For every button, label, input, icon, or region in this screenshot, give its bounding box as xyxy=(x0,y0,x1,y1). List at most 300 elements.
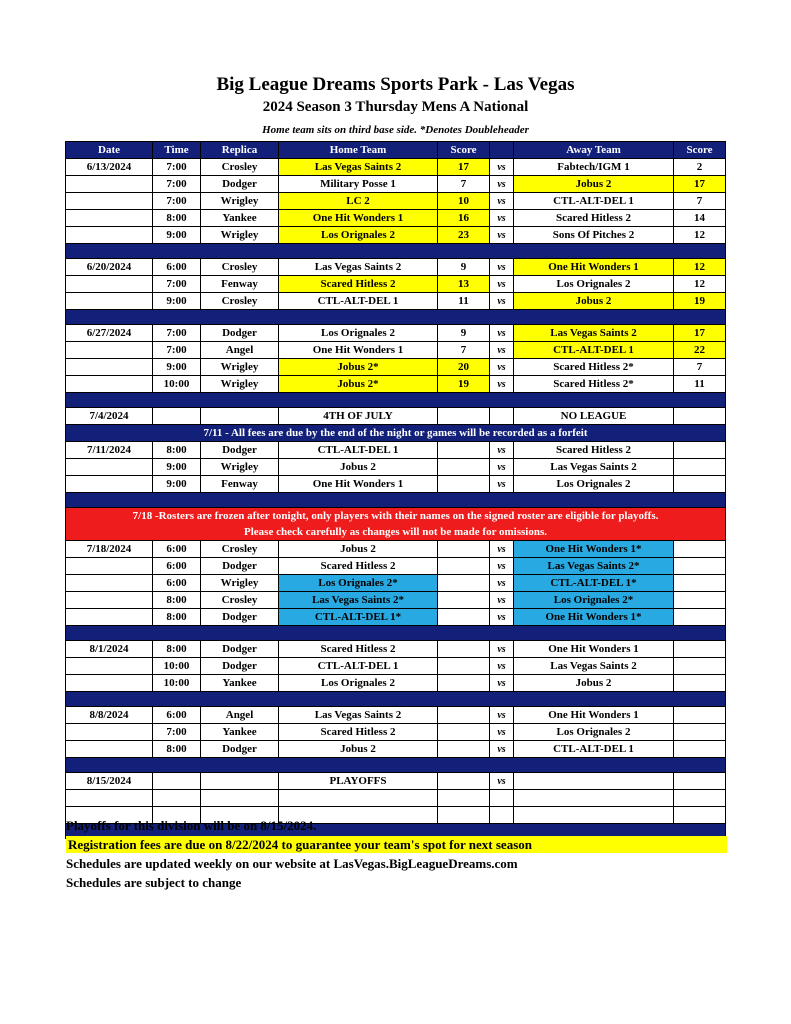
cell-date xyxy=(66,609,153,626)
cell-date xyxy=(66,575,153,592)
cell-home-team: Jobus 2* xyxy=(279,359,438,376)
cell-away-score xyxy=(674,592,726,609)
separator-row xyxy=(66,692,726,707)
cell-date: 7/4/2024 xyxy=(66,408,153,425)
cell-home-team: Los Orignales 2 xyxy=(279,325,438,342)
cell-vs: vs xyxy=(490,675,514,692)
cell-away-team: NO LEAGUE xyxy=(514,408,674,425)
cell-away-score: 22 xyxy=(674,342,726,359)
cell-home-score: 23 xyxy=(438,227,490,244)
cell-date xyxy=(66,376,153,393)
cell-replica: Dodger xyxy=(201,442,279,459)
cell-home-team: Jobus 2 xyxy=(279,541,438,558)
table-row xyxy=(66,575,726,592)
notice-text: Please check carefully as changes will not be made for omissions. xyxy=(66,524,726,541)
cell-away-score xyxy=(674,658,726,675)
cell-time xyxy=(153,408,201,425)
separator-cell xyxy=(66,310,726,325)
cell-away-team: Los Orignales 2 xyxy=(514,276,674,293)
cell-replica xyxy=(201,408,279,425)
cell-home-score xyxy=(438,675,490,692)
cell-replica: Crosley xyxy=(201,592,279,609)
col-header-date: Date xyxy=(66,142,153,159)
cell-time: 9:00 xyxy=(153,476,201,493)
cell-replica: Dodger xyxy=(201,741,279,758)
cell-date xyxy=(66,658,153,675)
cell-away-team: One Hit Wonders 1 xyxy=(514,641,674,658)
cell-home-score xyxy=(438,476,490,493)
table-row xyxy=(66,741,726,758)
cell-date: 6/27/2024 xyxy=(66,325,153,342)
table-row xyxy=(66,790,726,807)
col-header-vs xyxy=(490,142,514,159)
cell-away-team: Jobus 2 xyxy=(514,675,674,692)
cell-date xyxy=(66,227,153,244)
cell-vs xyxy=(490,408,514,425)
cell-date: 8/15/2024 xyxy=(66,773,153,790)
cell-away-team: CTL-ALT-DEL 1 xyxy=(514,193,674,210)
cell-date: 7/18/2024 xyxy=(66,541,153,558)
table-header-row xyxy=(66,142,726,159)
cell-home-team: Los Orignales 2 xyxy=(279,675,438,692)
cell-home-score xyxy=(438,807,490,824)
cell-replica: Yankee xyxy=(201,724,279,741)
cell-time: 9:00 xyxy=(153,293,201,310)
cell-replica: Wrigley xyxy=(201,575,279,592)
table-row xyxy=(66,641,726,658)
cell-away-team xyxy=(514,790,674,807)
cell-home-team: Scared Hitless 2 xyxy=(279,276,438,293)
cell-date xyxy=(66,558,153,575)
cell-time: 7:00 xyxy=(153,342,201,359)
schedule-table xyxy=(65,141,726,839)
roster-notice-row xyxy=(66,508,726,525)
cell-replica: Wrigley xyxy=(201,227,279,244)
cell-date xyxy=(66,276,153,293)
cell-time: 10:00 xyxy=(153,376,201,393)
cell-home-score: 19 xyxy=(438,376,490,393)
cell-time: 8:00 xyxy=(153,741,201,758)
cell-home-score xyxy=(438,442,490,459)
cell-vs: vs xyxy=(490,592,514,609)
cell-time: 7:00 xyxy=(153,276,201,293)
registration-note: Registration fees are due on 8/22/2024 to guarantee your team's spot for next season xyxy=(66,836,727,853)
cell-time: 6:00 xyxy=(153,259,201,276)
cell-home-team: Los Orignales 2* xyxy=(279,575,438,592)
cell-home-score: 7 xyxy=(438,176,490,193)
cell-away-score xyxy=(674,558,726,575)
page-subtitle: 2024 Season 3 Thursday Mens A National xyxy=(262,99,529,115)
cell-replica: Yankee xyxy=(201,675,279,692)
cell-vs: vs xyxy=(490,476,514,493)
cell-vs: vs xyxy=(490,707,514,724)
cell-home-score: 7 xyxy=(438,342,490,359)
table-row xyxy=(66,342,726,359)
cell-vs: vs xyxy=(490,658,514,675)
separator-row xyxy=(66,310,726,325)
cell-away-score xyxy=(674,807,726,824)
cell-date xyxy=(66,359,153,376)
cell-replica: Angel xyxy=(201,342,279,359)
cell-vs: vs xyxy=(490,741,514,758)
cell-vs: vs xyxy=(490,210,514,227)
cell-home-team: CTL-ALT-DEL 1* xyxy=(279,609,438,626)
cell-away-score xyxy=(674,790,726,807)
table-row xyxy=(66,707,726,724)
cell-date: 8/1/2024 xyxy=(66,641,153,658)
cell-away-score xyxy=(674,675,726,692)
cell-home-score xyxy=(438,707,490,724)
cell-date xyxy=(66,790,153,807)
table-row xyxy=(66,325,726,342)
schedule-note: Home team sits on third base side. *Denotes Doubleheader xyxy=(262,124,529,136)
table-row xyxy=(66,476,726,493)
cell-vs: vs xyxy=(490,641,514,658)
cell-away-team: Los Orignales 2 xyxy=(514,476,674,493)
cell-away-score xyxy=(674,641,726,658)
col-header-home-team: Home Team xyxy=(279,142,438,159)
cell-away-score xyxy=(674,476,726,493)
cell-home-score xyxy=(438,773,490,790)
separator-row xyxy=(66,758,726,773)
cell-home-score: 10 xyxy=(438,193,490,210)
cell-home-team: One Hit Wonders 1 xyxy=(279,476,438,493)
cell-home-team: One Hit Wonders 1 xyxy=(279,342,438,359)
cell-date: 6/20/2024 xyxy=(66,259,153,276)
cell-replica: Wrigley xyxy=(201,359,279,376)
cell-away-team: One Hit Wonders 1 xyxy=(514,259,674,276)
cell-replica: Crosley xyxy=(201,159,279,176)
cell-away-score xyxy=(674,541,726,558)
cell-home-score xyxy=(438,658,490,675)
cell-time xyxy=(153,773,201,790)
cell-replica: Crosley xyxy=(201,541,279,558)
cell-away-team: One Hit Wonders 1 xyxy=(514,707,674,724)
cell-away-team xyxy=(514,773,674,790)
cell-date xyxy=(66,293,153,310)
col-header-time: Time xyxy=(153,142,201,159)
cell-away-score: 11 xyxy=(674,376,726,393)
cell-away-team: Las Vegas Saints 2 xyxy=(514,658,674,675)
cell-date xyxy=(66,459,153,476)
cell-date: 7/11/2024 xyxy=(66,442,153,459)
cell-away-team: One Hit Wonders 1* xyxy=(514,541,674,558)
table-row xyxy=(66,193,726,210)
cell-time: 7:00 xyxy=(153,325,201,342)
table-row xyxy=(66,176,726,193)
table-row xyxy=(66,558,726,575)
cell-time: 9:00 xyxy=(153,227,201,244)
change-note: Schedules are subject to change xyxy=(66,875,242,890)
cell-date xyxy=(66,724,153,741)
cell-time: 9:00 xyxy=(153,459,201,476)
cell-away-score xyxy=(674,442,726,459)
cell-away-team: Jobus 2 xyxy=(514,176,674,193)
cell-home-team: Las Vegas Saints 2 xyxy=(279,159,438,176)
cell-date xyxy=(66,176,153,193)
cell-replica: Dodger xyxy=(201,658,279,675)
cell-home-team: Las Vegas Saints 2 xyxy=(279,259,438,276)
cell-vs: vs xyxy=(490,227,514,244)
cell-date xyxy=(66,342,153,359)
cell-home-score xyxy=(438,541,490,558)
cell-date xyxy=(66,476,153,493)
cell-home-score xyxy=(438,459,490,476)
cell-vs: vs xyxy=(490,259,514,276)
table-row xyxy=(66,227,726,244)
cell-vs: vs xyxy=(490,442,514,459)
cell-replica: Dodger xyxy=(201,325,279,342)
table-row xyxy=(66,359,726,376)
cell-vs: vs xyxy=(490,773,514,790)
cell-away-score xyxy=(674,741,726,758)
cell-home-team: Los Orignales 2 xyxy=(279,227,438,244)
table-row xyxy=(66,592,726,609)
cell-away-team: CTL-ALT-DEL 1 xyxy=(514,741,674,758)
cell-replica: Crosley xyxy=(201,259,279,276)
cell-date xyxy=(66,741,153,758)
table-row xyxy=(66,658,726,675)
cell-home-team: CTL-ALT-DEL 1 xyxy=(279,442,438,459)
cell-home-score: 9 xyxy=(438,325,490,342)
cell-home-team: 4TH OF JULY xyxy=(279,408,438,425)
cell-home-score xyxy=(438,558,490,575)
fees-notice-row xyxy=(66,425,726,442)
col-header-replica: Replica xyxy=(201,142,279,159)
cell-home-score: 17 xyxy=(438,159,490,176)
cell-away-score xyxy=(674,459,726,476)
cell-home-score: 11 xyxy=(438,293,490,310)
cell-home-team: Scared Hitless 2 xyxy=(279,641,438,658)
separator-cell xyxy=(66,692,726,707)
cell-home-score: 16 xyxy=(438,210,490,227)
cell-time: 7:00 xyxy=(153,724,201,741)
cell-replica xyxy=(201,773,279,790)
cell-home-team xyxy=(279,790,438,807)
cell-home-score xyxy=(438,575,490,592)
cell-vs: vs xyxy=(490,176,514,193)
separator-row xyxy=(66,626,726,641)
cell-away-team: CTL-ALT-DEL 1 xyxy=(514,342,674,359)
cell-away-team: CTL-ALT-DEL 1* xyxy=(514,575,674,592)
cell-home-score: 13 xyxy=(438,276,490,293)
col-header-away-score: Score xyxy=(674,142,726,159)
separator-cell xyxy=(66,244,726,259)
cell-home-score xyxy=(438,724,490,741)
cell-date xyxy=(66,592,153,609)
cell-time: 7:00 xyxy=(153,159,201,176)
cell-home-score xyxy=(438,609,490,626)
cell-home-score xyxy=(438,408,490,425)
table-row xyxy=(66,276,726,293)
cell-vs: vs xyxy=(490,558,514,575)
cell-home-score xyxy=(438,790,490,807)
cell-time: 7:00 xyxy=(153,176,201,193)
cell-home-score xyxy=(438,592,490,609)
cell-time: 6:00 xyxy=(153,707,201,724)
cell-replica: Dodger xyxy=(201,176,279,193)
cell-home-team: Scared Hitless 2 xyxy=(279,724,438,741)
table-row xyxy=(66,376,726,393)
cell-time: 9:00 xyxy=(153,359,201,376)
table-row xyxy=(66,293,726,310)
notice-text: 7/18 -Rosters are frozen after tonight, only players with their names on the signed roster are eligible for playoffs. xyxy=(66,508,726,525)
cell-vs: vs xyxy=(490,159,514,176)
table-row xyxy=(66,210,726,227)
cell-replica: Fenway xyxy=(201,276,279,293)
cell-away-team: Las Vegas Saints 2 xyxy=(514,459,674,476)
table-row xyxy=(66,259,726,276)
notice-text: 7/11 - All fees are due by the end of the night or games will be recorded as a forfeit xyxy=(66,425,726,442)
separator-cell xyxy=(66,493,726,508)
cell-replica: Angel xyxy=(201,707,279,724)
cell-vs: vs xyxy=(490,276,514,293)
cell-home-team: Scared Hitless 2 xyxy=(279,558,438,575)
cell-time: 7:00 xyxy=(153,193,201,210)
col-header-home-score: Score xyxy=(438,142,490,159)
cell-away-score: 17 xyxy=(674,176,726,193)
cell-replica: Fenway xyxy=(201,476,279,493)
cell-home-team: One Hit Wonders 1 xyxy=(279,210,438,227)
table-row xyxy=(66,609,726,626)
cell-away-score xyxy=(674,773,726,790)
cell-vs xyxy=(490,807,514,824)
cell-vs: vs xyxy=(490,541,514,558)
separator-cell xyxy=(66,393,726,408)
cell-away-score xyxy=(674,724,726,741)
cell-away-team: Las Vegas Saints 2 xyxy=(514,325,674,342)
cell-away-team: Fabtech/IGM 1 xyxy=(514,159,674,176)
cell-away-team: Scared Hitless 2 xyxy=(514,442,674,459)
cell-away-team: Scared Hitless 2* xyxy=(514,376,674,393)
cell-home-team: Las Vegas Saints 2* xyxy=(279,592,438,609)
cell-date: 8/8/2024 xyxy=(66,707,153,724)
cell-vs: vs xyxy=(490,325,514,342)
cell-home-team: LC 2 xyxy=(279,193,438,210)
cell-away-score xyxy=(674,575,726,592)
cell-away-score: 7 xyxy=(674,193,726,210)
cell-replica xyxy=(201,790,279,807)
cell-home-score: 20 xyxy=(438,359,490,376)
cell-away-score: 14 xyxy=(674,210,726,227)
cell-time: 8:00 xyxy=(153,592,201,609)
cell-away-score: 12 xyxy=(674,227,726,244)
cell-home-score xyxy=(438,741,490,758)
cell-date xyxy=(66,193,153,210)
cell-vs: vs xyxy=(490,376,514,393)
separator-row xyxy=(66,493,726,508)
cell-away-team: Los Orignales 2* xyxy=(514,592,674,609)
cell-vs: vs xyxy=(490,293,514,310)
cell-time xyxy=(153,790,201,807)
cell-vs: vs xyxy=(490,342,514,359)
cell-away-team: Las Vegas Saints 2* xyxy=(514,558,674,575)
cell-time: 6:00 xyxy=(153,575,201,592)
cell-away-score: 19 xyxy=(674,293,726,310)
cell-home-team: Military Posse 1 xyxy=(279,176,438,193)
cell-date xyxy=(66,210,153,227)
cell-vs: vs xyxy=(490,359,514,376)
table-row xyxy=(66,541,726,558)
cell-replica: Dodger xyxy=(201,641,279,658)
table-row xyxy=(66,773,726,790)
cell-vs xyxy=(490,790,514,807)
cell-away-team: Jobus 2 xyxy=(514,293,674,310)
cell-time: 8:00 xyxy=(153,609,201,626)
cell-away-team: Los Orignales 2 xyxy=(514,724,674,741)
cell-time: 8:00 xyxy=(153,641,201,658)
table-row xyxy=(66,675,726,692)
cell-away-team: Scared Hitless 2* xyxy=(514,359,674,376)
cell-date: 6/13/2024 xyxy=(66,159,153,176)
cell-date xyxy=(66,675,153,692)
cell-away-score: 2 xyxy=(674,159,726,176)
cell-home-team: Las Vegas Saints 2 xyxy=(279,707,438,724)
cell-time: 8:00 xyxy=(153,442,201,459)
cell-away-team: Scared Hitless 2 xyxy=(514,210,674,227)
cell-home-team: Jobus 2* xyxy=(279,376,438,393)
cell-time: 10:00 xyxy=(153,658,201,675)
cell-away-team: Sons Of Pitches 2 xyxy=(514,227,674,244)
cell-home-team: Jobus 2 xyxy=(279,459,438,476)
cell-away-score xyxy=(674,707,726,724)
cell-replica: Wrigley xyxy=(201,193,279,210)
playoffs-note: Playoffs for this division will be on 8/15/2024. xyxy=(66,818,317,833)
separator-cell xyxy=(66,626,726,641)
table-row xyxy=(66,442,726,459)
cell-away-score xyxy=(674,408,726,425)
separator-cell xyxy=(66,758,726,773)
cell-away-score xyxy=(674,609,726,626)
cell-home-score: 9 xyxy=(438,259,490,276)
cell-away-team xyxy=(514,807,674,824)
cell-replica: Yankee xyxy=(201,210,279,227)
cell-time: 6:00 xyxy=(153,558,201,575)
cell-vs: vs xyxy=(490,459,514,476)
cell-vs: vs xyxy=(490,609,514,626)
table-row xyxy=(66,159,726,176)
cell-time: 10:00 xyxy=(153,675,201,692)
cell-home-team: CTL-ALT-DEL 1 xyxy=(279,293,438,310)
separator-row xyxy=(66,244,726,259)
cell-time: 8:00 xyxy=(153,210,201,227)
cell-replica: Dodger xyxy=(201,609,279,626)
website-note: Schedules are updated weekly on our website at LasVegas.BigLeagueDreams.com xyxy=(66,856,518,871)
cell-away-score: 7 xyxy=(674,359,726,376)
page-title: Big League Dreams Sports Park - Las Vegas xyxy=(216,74,575,95)
cell-replica: Crosley xyxy=(201,293,279,310)
cell-away-score: 17 xyxy=(674,325,726,342)
cell-replica: Wrigley xyxy=(201,459,279,476)
table-row xyxy=(66,408,726,425)
table-row xyxy=(66,724,726,741)
cell-away-team: One Hit Wonders 1* xyxy=(514,609,674,626)
cell-vs: vs xyxy=(490,724,514,741)
roster-notice-row xyxy=(66,524,726,541)
cell-vs: vs xyxy=(490,193,514,210)
cell-replica: Wrigley xyxy=(201,376,279,393)
table-row xyxy=(66,459,726,476)
cell-replica: Dodger xyxy=(201,558,279,575)
cell-home-team: PLAYOFFS xyxy=(279,773,438,790)
col-header-away-team: Away Team xyxy=(514,142,674,159)
cell-time: 6:00 xyxy=(153,541,201,558)
cell-home-team: Jobus 2 xyxy=(279,741,438,758)
cell-vs: vs xyxy=(490,575,514,592)
cell-away-score: 12 xyxy=(674,259,726,276)
cell-home-team: CTL-ALT-DEL 1 xyxy=(279,658,438,675)
cell-home-score xyxy=(438,641,490,658)
